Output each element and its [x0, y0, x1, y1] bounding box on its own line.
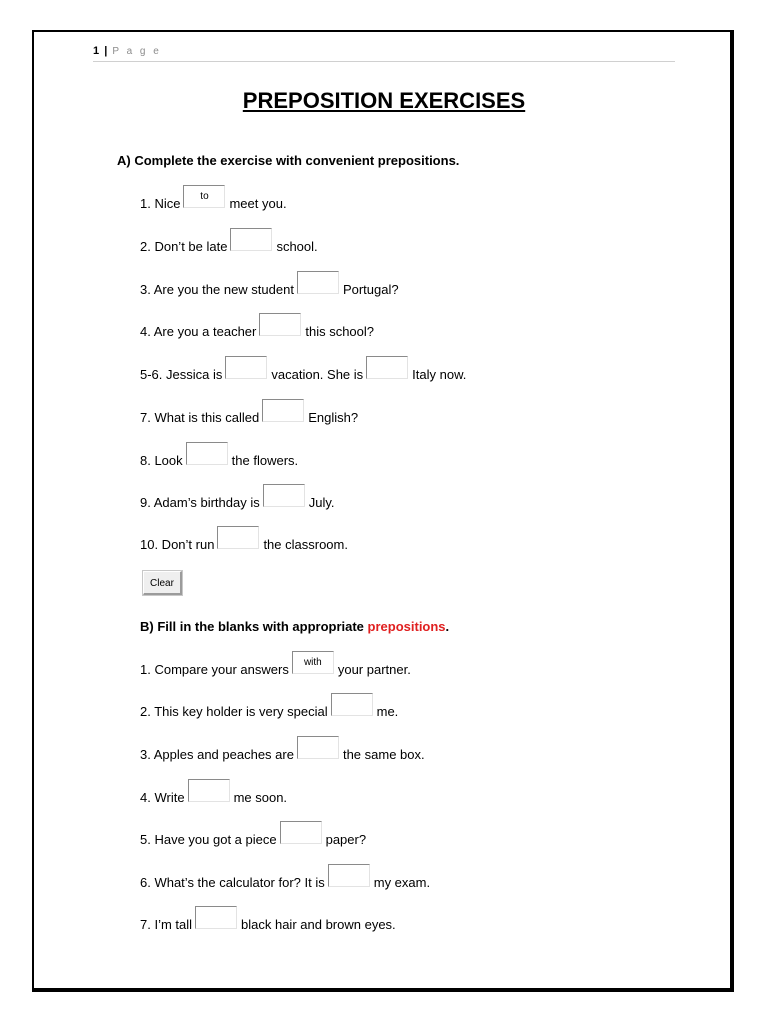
question-text: 6. What’s the calculator for? It is — [140, 875, 325, 890]
answer-input[interactable] — [225, 356, 267, 379]
answer-input[interactable] — [186, 442, 228, 465]
question-text: the classroom. — [263, 537, 348, 552]
question-text: 10. Don’t run — [140, 537, 215, 552]
question-text: me soon. — [233, 790, 288, 805]
header-separator: | — [104, 45, 108, 57]
answer-input[interactable] — [259, 313, 301, 336]
question-text: me. — [376, 704, 399, 719]
answer-input[interactable] — [263, 484, 305, 507]
question-text: this school? — [305, 324, 375, 339]
question-text: 2. This key holder is very special — [140, 704, 328, 719]
question-a-7 — [140, 407, 358, 429]
section-a-heading: A) Complete the exercise with convenient prepositions. — [117, 153, 460, 168]
question-text: 2. Don’t be late — [140, 239, 228, 254]
question-text: July. — [308, 495, 335, 510]
page-header — [93, 44, 675, 62]
question-b-7 — [140, 914, 396, 936]
question-a-8 — [140, 450, 298, 472]
answer-input[interactable] — [366, 356, 408, 379]
question-text: 4. Write — [140, 790, 185, 805]
question-b-1 — [140, 659, 411, 681]
section-b-heading-text: B) Fill in the blanks with appropriate — [140, 619, 368, 634]
answer-input[interactable] — [292, 651, 334, 674]
question-a-3 — [140, 279, 399, 301]
clear-button[interactable]: Clear — [143, 571, 182, 595]
question-text: English? — [308, 410, 359, 425]
question-text: 9. Adam’s birthday is — [140, 495, 260, 510]
answer-input[interactable] — [195, 906, 237, 929]
question-text: meet you. — [229, 196, 287, 211]
question-text: 1. Nice — [140, 196, 181, 211]
question-a-4 — [140, 321, 374, 343]
answer-input[interactable] — [183, 185, 225, 208]
question-a-5-6 — [140, 364, 466, 386]
answer-input[interactable] — [230, 228, 272, 251]
question-b-5 — [140, 829, 366, 851]
page-border — [32, 30, 734, 992]
page-label: P a g e — [112, 46, 162, 57]
question-text: paper? — [325, 832, 367, 847]
question-text: 3. Apples and peaches are — [140, 747, 294, 762]
page-number: 1 — [93, 45, 100, 57]
question-text: your partner. — [337, 662, 411, 677]
question-a-9 — [140, 492, 334, 514]
answer-input[interactable] — [331, 693, 373, 716]
answer-input[interactable] — [262, 399, 304, 422]
question-text: 4. Are you a teacher — [140, 324, 257, 339]
question-text: 5-6. Jessica is — [140, 367, 223, 382]
section-b-highlight: prepositions — [367, 619, 446, 634]
answer-input[interactable] — [297, 736, 339, 759]
answer-input[interactable] — [217, 526, 259, 549]
question-text: 8. Look — [140, 453, 183, 468]
question-text: 1. Compare your answers — [140, 662, 289, 677]
answer-input[interactable] — [328, 864, 370, 887]
question-text: my exam. — [373, 875, 431, 890]
section-b-heading — [140, 619, 449, 634]
question-b-2 — [140, 701, 398, 723]
question-b-6 — [140, 872, 430, 894]
answer-input[interactable] — [297, 271, 339, 294]
question-b-4 — [140, 787, 287, 809]
question-text: Portugal? — [342, 282, 399, 297]
answer-input[interactable] — [280, 821, 322, 844]
question-text: 7. I’m tall — [140, 917, 193, 932]
question-text: black hair and brown eyes. — [241, 917, 396, 932]
question-text: the flowers. — [231, 453, 299, 468]
question-text: the same box. — [342, 747, 425, 762]
page-title: PREPOSITION EXERCISES — [242, 88, 526, 113]
question-text: 3. Are you the new student — [140, 282, 294, 297]
question-text: school. — [276, 239, 318, 254]
question-text: vacation. She is — [271, 367, 364, 382]
question-text: 7. What is this called — [140, 410, 260, 425]
question-a-2 — [140, 236, 318, 258]
question-b-3 — [140, 744, 425, 766]
section-b-heading-end: . — [445, 619, 450, 634]
answer-input[interactable] — [188, 779, 230, 802]
question-text: 5. Have you got a piece — [140, 832, 277, 847]
question-a-10 — [140, 534, 348, 556]
question-a-1 — [140, 193, 287, 215]
question-text: Italy now. — [412, 367, 467, 382]
